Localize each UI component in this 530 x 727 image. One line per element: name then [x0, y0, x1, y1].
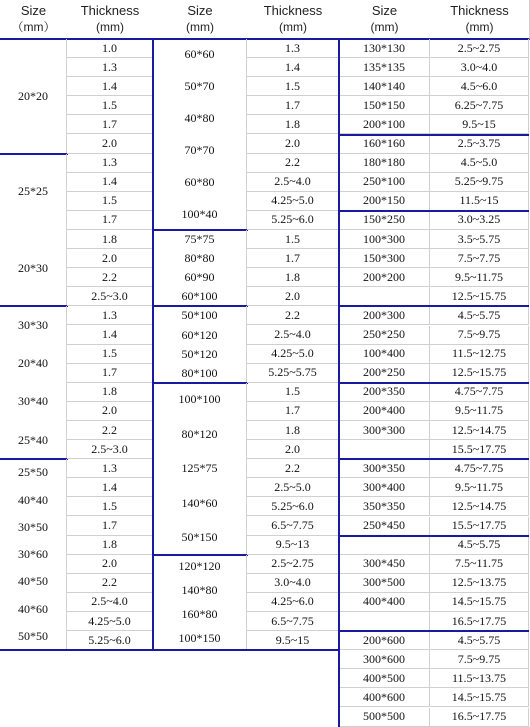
col2-thickness-cell: 2.5~5.0: [247, 478, 339, 497]
col2-thickness-cell: 5.25~6.0: [247, 497, 339, 516]
col3-thickness-cell: 3.5~5.75: [430, 230, 529, 249]
col3-size-cell: 300*450: [339, 555, 430, 574]
col3-size-cell: [339, 440, 430, 459]
col3-thickness-cell: 11.5~12.75: [430, 345, 529, 364]
col2-thickness-cell: 5.25~6.0: [247, 211, 339, 230]
col3-size-cell: 400*600: [339, 688, 430, 707]
col1-size-group: [0, 306, 67, 459]
col2-size-label: 60*100: [181, 289, 218, 304]
col3-thickness-cell: 4.5~6.0: [430, 77, 529, 96]
col3-thickness-cell: 16.5~17.75: [430, 708, 529, 727]
col3-size-cell: 250*250: [339, 326, 430, 345]
col3-size-cell: 300*350: [339, 459, 430, 478]
col1-size-group: [0, 39, 67, 154]
col2-size-label: 160*80: [181, 606, 218, 621]
col3-thickness-cell: 4.5~5.75: [430, 536, 529, 555]
col3-thickness-cell: 7.5~9.75: [430, 326, 529, 345]
col1-size-label: 25*25: [18, 184, 48, 199]
col1-size-label: 30*30: [18, 317, 48, 332]
header-size-unit: (mm): [370, 20, 399, 34]
col2-size-label: 50*70: [184, 79, 215, 94]
col3-size-cell: 150*300: [339, 249, 430, 268]
col2-size-label: 70*70: [184, 142, 215, 157]
col2-size-group: [153, 306, 247, 382]
col2-thickness-cell: 1.5: [247, 77, 339, 96]
col3-size-cell: 160*160: [339, 135, 430, 154]
col1-size-label: 20*40: [18, 356, 48, 371]
col1-thickness-cell: 1.4: [67, 173, 153, 192]
col2-thickness-cell: 9.5~13: [247, 536, 339, 555]
col2-thickness-cell: 9.5~15: [247, 631, 339, 650]
col2-thickness-cell: 1.7: [247, 96, 339, 115]
col1-thickness-cell: 1.5: [67, 497, 153, 516]
col1-thickness-cell: 2.0: [67, 555, 153, 574]
col3-thickness-cell: 12.5~14.75: [430, 497, 529, 516]
col3-thickness-cell: 15.5~17.75: [430, 440, 529, 459]
col1-size-label: 30*50: [18, 519, 48, 534]
header-thickness-1: [67, 0, 154, 40]
col1-thickness-cell: 1.7: [67, 517, 153, 536]
col3-size-cell: 250*450: [339, 517, 430, 536]
col3-group-rule: [339, 382, 529, 384]
col2-thickness-cell: 4.25~5.0: [247, 192, 339, 211]
col1-thickness-cell: 2.0: [67, 249, 153, 268]
col1-thickness-cell: 1.0: [67, 39, 153, 58]
col1-thickness-cell: 1.5: [67, 192, 153, 211]
col3-thickness-cell: 4.75~7.75: [430, 383, 529, 402]
col1-thickness-cell: 1.5: [67, 96, 153, 115]
header-size-unit: （mm）: [11, 20, 56, 34]
header-size-3: [339, 0, 431, 40]
col2-size-label: 100*150: [178, 630, 221, 645]
col1-size-label: 40*40: [18, 492, 48, 507]
col1-thickness-cell: 1.7: [67, 211, 153, 230]
col3-thickness-cell: 4.5~5.75: [430, 631, 529, 650]
col3-group-rule: [339, 305, 529, 307]
col2-thickness-cell: 1.8: [247, 421, 339, 440]
col3-thickness-cell: 15.5~17.75: [430, 517, 529, 536]
col3-thickness-cell: 2.5~3.75: [430, 135, 529, 154]
col3-thickness-cell: 16.5~17.75: [430, 612, 529, 631]
col2-thickness-cell: 1.5: [247, 230, 339, 249]
col2-thickness-cell: 2.0: [247, 287, 339, 306]
col1-thickness-cell: 2.2: [67, 268, 153, 287]
col3-thickness-cell: 9.5~11.75: [430, 402, 529, 421]
col2-size-label: 50*120: [181, 346, 218, 361]
col3-size-cell: 135*135: [339, 58, 430, 77]
col3-size-cell: 100*400: [339, 345, 430, 364]
col3-size-cell: 300*300: [339, 421, 430, 440]
col1-thickness-cell: 1.4: [67, 478, 153, 497]
col3-thickness-cell: 7.5~11.75: [430, 555, 529, 574]
col3-size-cell: 150*250: [339, 211, 430, 230]
col3-thickness-cell: 6.25~7.75: [430, 96, 529, 115]
header-thickness-unit: (mm): [465, 20, 494, 34]
col2-size-label: 125*75: [181, 461, 218, 476]
col3-group-rule: [339, 134, 529, 136]
col3-thickness-cell: 4.75~7.75: [430, 459, 529, 478]
col3-size-cell: 250*100: [339, 173, 430, 192]
col3-thickness-cell: 3.0~3.25: [430, 211, 529, 230]
col3-size-cell: 200*400: [339, 402, 430, 421]
col2-thickness-cell: 1.8: [247, 268, 339, 287]
col2-size-label: 80*80: [184, 251, 215, 266]
col3-group-rule: [339, 210, 529, 212]
col2-size-label: 100*40: [181, 206, 218, 221]
col1-size-group: [0, 459, 67, 650]
col2-thickness-cell: 2.0: [247, 135, 339, 154]
col3-size-cell: [339, 287, 430, 306]
col1-thickness-cell: 2.0: [67, 135, 153, 154]
col2-thickness-cell: 1.8: [247, 115, 339, 134]
col1-thickness-cell: 2.2: [67, 574, 153, 593]
header-size-label: Size: [20, 3, 47, 18]
col2-size-label: 60*90: [184, 270, 215, 285]
col1-thickness-cell: 1.3: [67, 58, 153, 77]
col3-size-cell: [339, 612, 430, 631]
col3-thickness-cell: 7.5~9.75: [430, 650, 529, 669]
col2-thickness-cell: 6.5~7.75: [247, 517, 339, 536]
col1-thickness-cell: 1.7: [67, 364, 153, 383]
col3-thickness-cell: 5.25~9.75: [430, 173, 529, 192]
header-size-1: [0, 0, 68, 40]
header-thickness-3: [430, 0, 530, 40]
col2-size-label: 50*100: [181, 308, 218, 323]
col2-size-label: 60*60: [184, 47, 215, 62]
header-thickness-label: Thickness: [80, 3, 140, 18]
col3-size-cell: 500*500: [339, 708, 430, 727]
col3-size-cell: 200*300: [339, 306, 430, 325]
col2-size-label: 140*80: [181, 583, 218, 597]
col2-thickness-cell: 1.7: [247, 402, 339, 421]
col3-size-cell: [339, 536, 430, 555]
col2-size-label: 40*80: [184, 111, 215, 126]
col2-size-label: 60*120: [181, 327, 218, 342]
col1-thickness-cell: 1.3: [67, 306, 153, 325]
col2-thickness-cell: 1.4: [247, 58, 339, 77]
col2-size-label: 50*150: [181, 529, 218, 544]
header-size-label: Size: [371, 3, 398, 18]
col3-thickness-cell: 12.5~13.75: [430, 574, 529, 593]
col2-size-label: 80*100: [181, 365, 218, 380]
col3-group-rule: [339, 630, 529, 632]
col3-size-cell: 300*400: [339, 478, 430, 497]
col3-size-cell: 200*100: [339, 115, 430, 134]
col3-thickness-cell: 4.5~5.0: [430, 154, 529, 173]
col3-size-cell: 200*600: [339, 631, 430, 650]
col3-thickness-cell: 2.5~2.75: [430, 39, 529, 58]
col3-thickness-cell: 12.5~14.75: [430, 421, 529, 440]
col3-thickness-cell: 9.5~11.75: [430, 268, 529, 287]
col2-size-label: 140*60: [181, 495, 218, 510]
col2-size-group: [153, 555, 247, 651]
col1-thickness-cell: 1.5: [67, 345, 153, 364]
col2-thickness-cell: 2.0: [247, 440, 339, 459]
col2-thickness-cell: 2.5~2.75: [247, 555, 339, 574]
col3-thickness-cell: 12.5~15.75: [430, 287, 529, 306]
col2-size-label: 100*100: [178, 392, 221, 407]
col-divider-left: [152, 39, 154, 650]
col1-thickness-cell: 4.25~5.0: [67, 612, 153, 631]
col3-thickness-cell: 7.5~7.75: [430, 249, 529, 268]
col1-size-label: 25*40: [18, 432, 48, 447]
col1-size-group: [0, 154, 67, 307]
col1-size-label: 30*60: [18, 547, 48, 562]
col2-size-label: 120*120: [178, 559, 221, 574]
header-size-unit: (mm): [186, 20, 214, 34]
col1-thickness-cell: 5.25~6.0: [67, 631, 153, 650]
col3-group-rule: [339, 458, 529, 460]
header-size-2: [153, 0, 248, 40]
col2-thickness-cell: 1.3: [247, 39, 339, 58]
col3-thickness-cell: 9.5~11.75: [430, 478, 529, 497]
col2-size-label: 60*80: [184, 174, 215, 189]
col2-thickness-cell: 1.5: [247, 383, 339, 402]
header-thickness-label: Thickness: [263, 3, 323, 18]
col1-thickness-cell: 2.0: [67, 402, 153, 421]
col1-size-label: 40*60: [18, 601, 48, 616]
col3-size-cell: 200*350: [339, 383, 430, 402]
col3-size-cell: 300*600: [339, 650, 430, 669]
col3-size-cell: 200*150: [339, 192, 430, 211]
col2-thickness-cell: 1.7: [247, 249, 339, 268]
col1-size-label: 25*50: [18, 465, 48, 480]
col3-size-cell: 150*150: [339, 96, 430, 115]
col1-size-label: 20*30: [18, 260, 48, 275]
col3-size-cell: 300*500: [339, 574, 430, 593]
col1-size-label: 20*20: [18, 88, 48, 103]
col3-group-rule: [339, 535, 529, 537]
bottom-rule-left: [0, 649, 339, 651]
col2-size-label: 75*75: [184, 232, 215, 247]
col1-size-label: 30*40: [18, 394, 48, 409]
col1-thickness-cell: 1.8: [67, 383, 153, 402]
col2-thickness-cell: 3.0~4.0: [247, 574, 339, 593]
col1-thickness-cell: 2.5~3.0: [67, 440, 153, 459]
col2-thickness-cell: 4.25~5.0: [247, 345, 339, 364]
col3-thickness-cell: 11.5~13.75: [430, 669, 529, 688]
col2-size-group: [153, 230, 247, 306]
col1-thickness-cell: 2.5~3.0: [67, 287, 153, 306]
col3-thickness-cell: 11.5~15: [430, 192, 529, 211]
col2-thickness-cell: 2.5~4.0: [247, 326, 339, 345]
col2-thickness-cell: 2.5~4.0: [247, 173, 339, 192]
col3-thickness-cell: 12.5~15.75: [430, 364, 529, 383]
col2-size-group: [153, 39, 247, 230]
col2-thickness-cell: 2.2: [247, 306, 339, 325]
col3-thickness-cell: 9.5~15: [430, 115, 529, 134]
col3-size-cell: 200*250: [339, 364, 430, 383]
col1-thickness-cell: 1.8: [67, 230, 153, 249]
header-thickness-2: [247, 0, 340, 40]
col2-size-group: [153, 383, 247, 555]
col3-size-cell: 400*400: [339, 593, 430, 612]
col1-thickness-cell: 2.2: [67, 421, 153, 440]
col3-size-cell: 100*300: [339, 230, 430, 249]
col3-thickness-cell: 14.5~15.75: [430, 593, 529, 612]
header-thickness-unit: (mm): [96, 20, 124, 34]
header-thickness-unit: (mm): [279, 20, 307, 34]
col1-thickness-cell: 1.7: [67, 115, 153, 134]
col3-size-cell: 200*200: [339, 268, 430, 287]
col1-thickness-cell: 1.4: [67, 326, 153, 345]
col3-size-cell: 180*180: [339, 154, 430, 173]
header-size-label: Size: [187, 3, 213, 18]
col3-thickness-cell: 3.0~4.0: [430, 58, 529, 77]
col3-size-cell: 130*130: [339, 39, 430, 58]
col3-size-cell: 140*140: [339, 77, 430, 96]
col2-thickness-cell: 2.2: [247, 154, 339, 173]
col1-thickness-cell: 1.4: [67, 77, 153, 96]
col1-size-label: 50*50: [18, 629, 48, 644]
col3-size-cell: 400*500: [339, 669, 430, 688]
col2-size-label: 80*120: [181, 426, 218, 441]
col3-size-cell: 350*350: [339, 497, 430, 516]
col2-thickness-cell: 6.5~7.75: [247, 612, 339, 631]
col3-thickness-cell: 4.5~5.75: [430, 306, 529, 325]
col2-thickness-cell: 2.2: [247, 459, 339, 478]
header-thickness-label: Thickness: [450, 3, 509, 18]
col3-thickness-cell: 14.5~15.75: [430, 688, 529, 707]
col1-thickness-cell: 1.3: [67, 154, 153, 173]
col1-thickness-cell: 1.3: [67, 459, 153, 478]
col1-thickness-cell: 2.5~4.0: [67, 593, 153, 612]
col2-thickness-cell: 4.25~6.0: [247, 593, 339, 612]
col2-thickness-cell: 5.25~5.75: [247, 364, 339, 383]
col1-size-label: 40*50: [18, 574, 48, 589]
col1-thickness-cell: 1.8: [67, 536, 153, 555]
